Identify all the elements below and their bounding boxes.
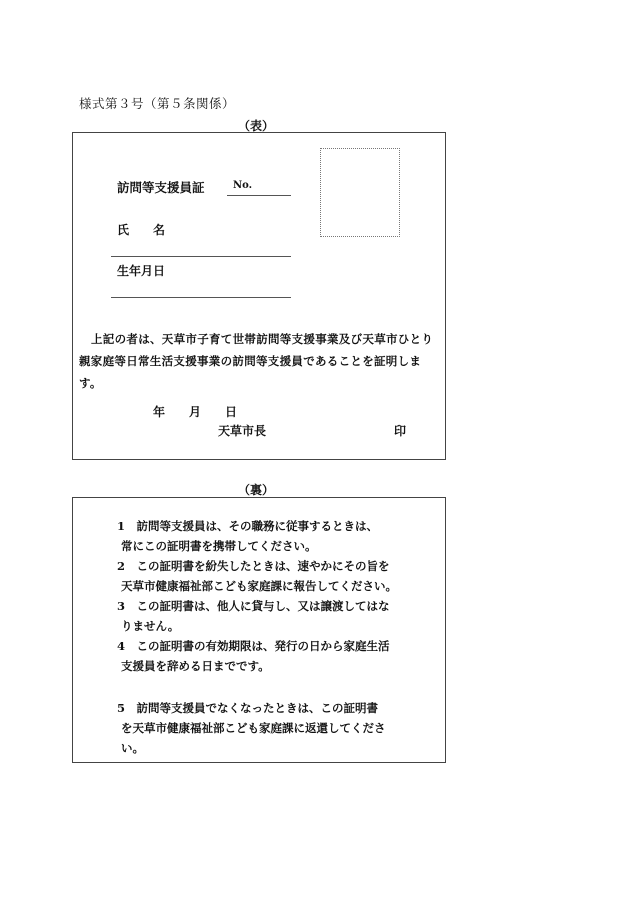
name-label: 氏 名	[117, 223, 166, 237]
dob-label: 生年月日	[117, 264, 166, 278]
notice-item-number: 2	[117, 559, 126, 573]
card-number-line	[227, 195, 291, 196]
notice-item-text: 訪問等支援員でなくなったときは、この証明書	[136, 701, 379, 715]
id-card-front	[72, 132, 446, 460]
notice-item-4	[117, 636, 390, 676]
notice-item-3	[117, 596, 390, 636]
notice-item-2	[117, 556, 397, 596]
notice-item-continuation: い。	[121, 741, 144, 755]
notice-item-number: 4	[117, 639, 126, 653]
notice-item-text: 訪問等支援員は、その職務に従事するときは、	[136, 519, 379, 533]
notice-item-text: この証明書を紛失したときは、速やかにその旨を	[136, 559, 390, 573]
id-card-back	[72, 497, 446, 763]
notice-item-continuation: 支援員を辞める日までです。	[121, 659, 270, 673]
notice-item-number: 1	[117, 519, 126, 533]
issue-date-label: 年 月 日	[153, 405, 238, 419]
notice-item-1	[117, 516, 378, 556]
dob-line	[111, 297, 291, 298]
notice-item-continuation: 常にこの証明書を携帯してください。	[121, 539, 317, 553]
photo-box	[320, 148, 400, 237]
notice-item-number: 3	[117, 599, 126, 613]
front-side-label: （表）	[238, 119, 275, 133]
notice-item-continuation: 天草市健康福祉部こども家庭課に報告してください。	[121, 579, 397, 593]
card-title: 訪問等支援員証	[117, 180, 205, 195]
notice-item-text: この証明書の有効期限は、発行の日から家庭生活	[136, 639, 390, 653]
form-number-label: 様式第３号（第５条関係）	[79, 96, 236, 111]
notice-item-number: 5	[117, 701, 126, 715]
notice-item-continuation: を天草市健康福祉部こども家庭課に返還してくださ	[121, 721, 386, 735]
notice-item-text: この証明書は、他人に貸与し、又は譲渡してはな	[136, 599, 390, 613]
card-number-label: No.	[233, 180, 253, 191]
notice-item-continuation: りません。	[121, 619, 180, 633]
issuer-label: 天草市長	[218, 424, 267, 438]
seal-mark: 印	[394, 424, 407, 438]
certification-text: 上記の者は、天草市子育て世帯訪問等支援事業及び天草市ひとり親家庭等日常生活支援事業の訪問等支援員であることを証明します。	[79, 332, 434, 390]
name-line	[111, 256, 291, 257]
back-side-label: （裏）	[238, 483, 275, 497]
notice-item-5	[117, 698, 386, 758]
